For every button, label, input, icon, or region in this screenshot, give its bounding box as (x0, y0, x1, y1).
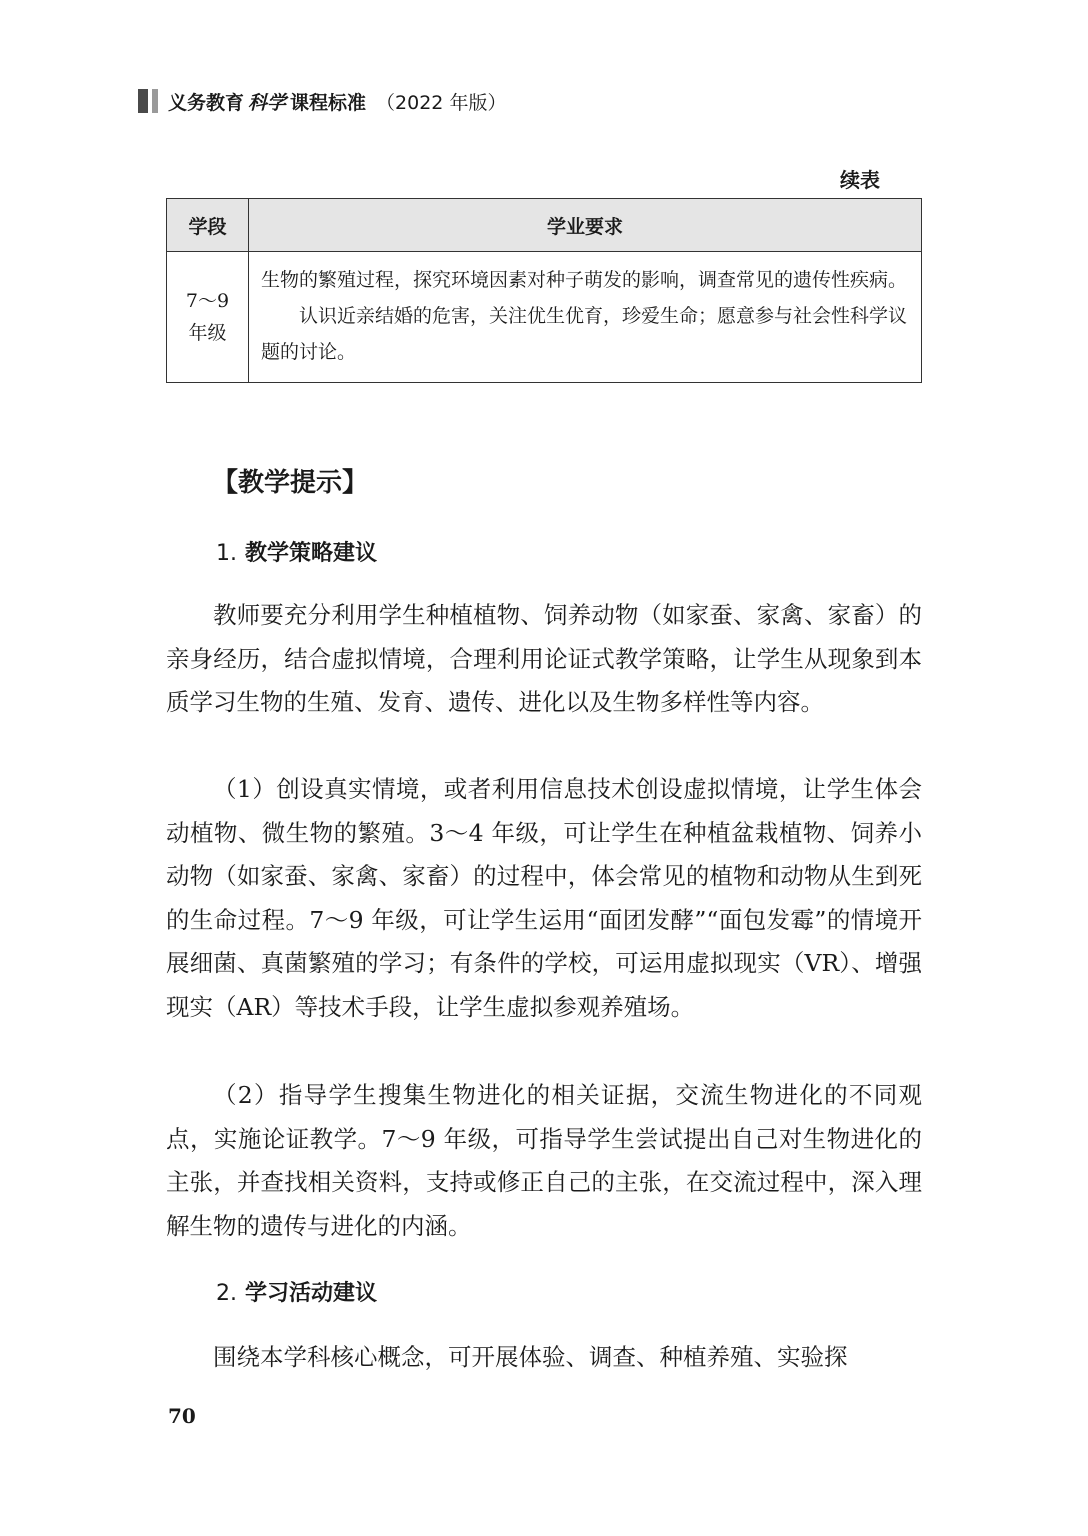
table-header-row (167, 199, 922, 252)
page-number: 70 (168, 1404, 196, 1428)
table-row (167, 252, 922, 383)
requirement-paragraph-1: 生物的繁殖过程，探究环境因素对种子萌发的影响，调查常见的遗传性疾病。 (261, 269, 908, 291)
header-bar-icon (138, 89, 158, 113)
column-header-requirement: 学业要求 (249, 199, 922, 252)
continued-table-label: 续表 (840, 168, 880, 192)
running-header (138, 86, 506, 116)
requirements-table (166, 198, 922, 383)
subsection-title: 教学策略建议 (245, 541, 378, 566)
header-edition: （2022 年版） (376, 91, 507, 114)
body-paragraph-3: （2）指导学生搜集生物进化的相关证据，交流生物进化的不同观点，实施论证教学。7～9 年级，可指导学生尝试提出自己对生物进化的主张，并查找相关资料，支持或修正自己的主张，在交流过程中，深入理解生物的遗传与进化的内涵。 (166, 1081, 922, 1240)
header-title (168, 88, 506, 115)
stage-cell (167, 252, 249, 383)
header-title-part1: 义务教育 (168, 91, 245, 114)
subsection-number: 1. (216, 541, 237, 566)
column-header-stage: 学段 (167, 199, 249, 252)
stage-grade-label: 年级 (188, 322, 227, 344)
body-paragraph-2: （1）创设真实情境，或者利用信息技术创设虚拟情境，让学生体会动植物、微生物的繁殖。3～4 年级，可让学生在种植盆栽植物、饲养小动物（如家蚕、家禽、家畜）的过程中，体会常见的植物和动物从生到死的生命过程。7～9 年级，可让学生运用“面团发酵”“面包发霉”的情境开展细菌、真菌繁殖的学习；有条件的学校，可运用虚拟现实（VR）、增强现实（AR）等技术手段，让学生虚拟参观养殖场。 (166, 775, 922, 1021)
subsection-heading-2 (216, 1276, 377, 1307)
subsection-heading-1 (216, 536, 377, 567)
subsection-title: 学习活动建议 (245, 1281, 378, 1306)
requirement-cell (249, 252, 922, 383)
body-paragraph-4: 围绕本学科核心概念，可开展体验、调查、种植养殖、实验探 (213, 1343, 848, 1371)
header-title-subject: 科学 (248, 91, 287, 114)
section-title: 【教学提示】 (212, 468, 369, 498)
body-paragraph-1: 教师要充分利用学生种植植物、饲养动物（如家蚕、家禽、家畜）的亲身经历，结合虚拟情境，合理利用论证式教学策略，让学生从现象到本质学习生物的生殖、发育、遗传、进化以及生物多样性等内容。 (166, 601, 922, 716)
requirement-paragraph-2: 认识近亲结婚的危害，关注优生优育，珍爱生命；愿意参与社会性科学议题的讨论。 (261, 305, 908, 363)
stage-grade-range: 7～9 (185, 290, 230, 312)
header-title-part2: 课程标准 (290, 91, 367, 114)
subsection-number: 2. (216, 1281, 237, 1306)
